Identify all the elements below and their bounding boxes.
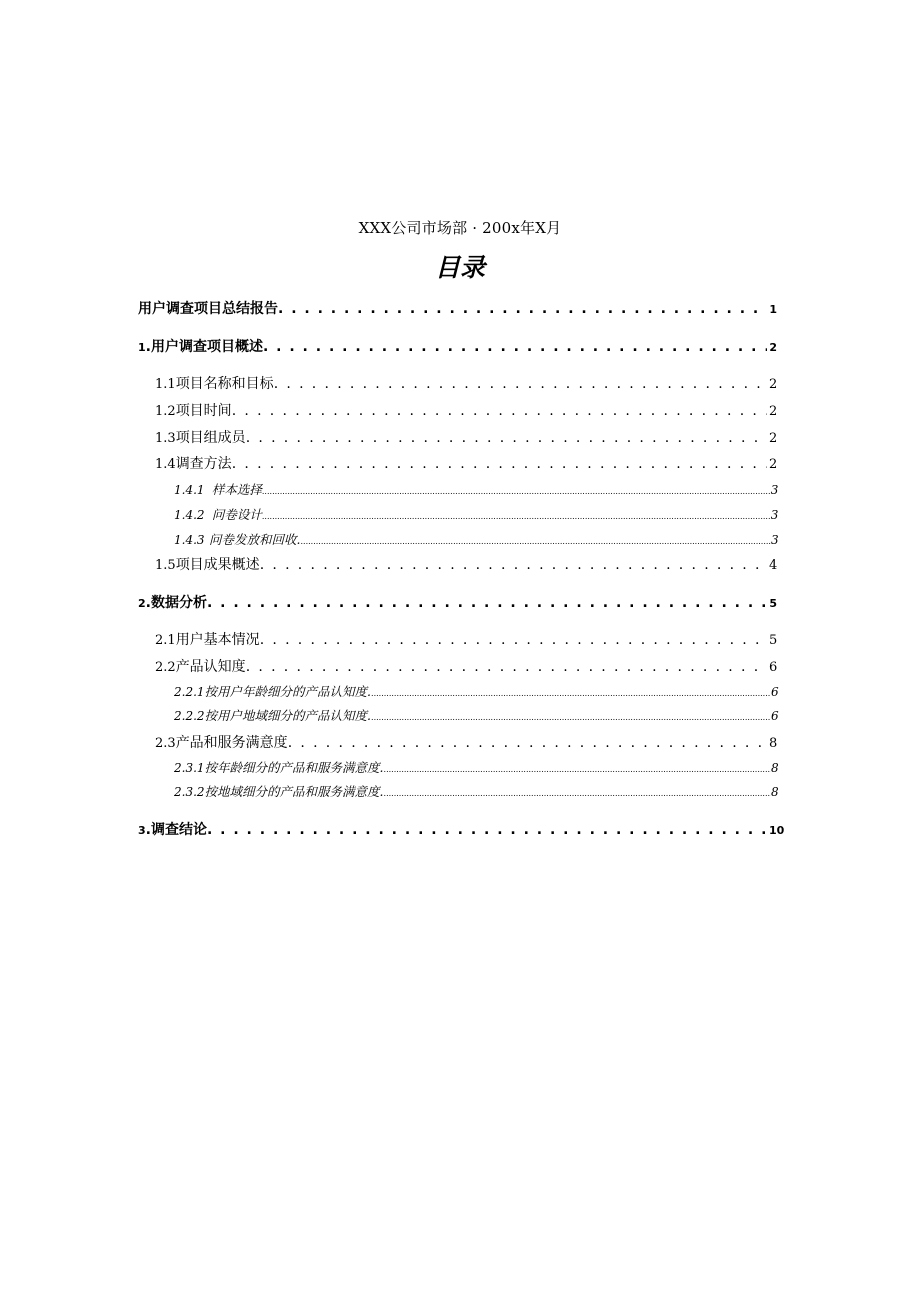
toc-page-number: 5 [769, 597, 777, 610]
toc-page-number: 4 [769, 558, 778, 573]
toc-entry-1-4[interactable] [155, 453, 777, 473]
toc-entry-3[interactable] [138, 819, 785, 839]
toc-leader [384, 784, 771, 799]
toc-entry-number: 1.4.2 [174, 508, 205, 522]
toc-entry-text: 项目成果概述 [175, 557, 260, 573]
toc-page-number: 2 [769, 457, 778, 472]
toc-title: 目录 [434, 253, 485, 282]
toc-entry-text: 项目组成员 [175, 430, 246, 446]
toc-entry-text: 用户调查项目总结报告 [138, 301, 278, 317]
toc-leader [207, 595, 767, 611]
toc-entry-1-4-3[interactable] [174, 530, 777, 548]
toc-entry-number: 1.4 [155, 457, 176, 472]
toc-entry-number: 1.4.3 [174, 533, 205, 547]
toc-entry-1-3[interactable] [155, 427, 777, 447]
toc-entry-text: 问卷设计 [211, 507, 262, 522]
toc-page-number: 2 [769, 341, 777, 354]
toc-leader [262, 482, 771, 497]
toc-page-number: 3 [771, 533, 779, 547]
toc-entry-number: 1.3 [155, 431, 176, 446]
toc-entry-1-2[interactable] [155, 400, 777, 420]
toc-leader [288, 735, 767, 751]
toc-leader [232, 456, 767, 472]
toc-leader [246, 430, 767, 446]
toc-page-number: 2 [769, 377, 778, 392]
toc-entry-number: 1.1 [155, 377, 176, 392]
toc-leader [246, 659, 767, 675]
toc-page-number: 1 [769, 303, 777, 316]
toc-entry-text: 项目时间 [175, 403, 232, 419]
toc-entry-number: 3 [138, 824, 146, 837]
toc-leader [262, 507, 771, 522]
toc-entry-text: 产品和服务满意度 [175, 735, 288, 751]
toc-entry-2-2-1[interactable] [174, 682, 777, 700]
toc-entry-1-4-2[interactable] [174, 505, 777, 523]
toc-entry-number: 2.3.1 [174, 761, 205, 775]
toc-entry-report[interactable] [138, 298, 777, 318]
toc-leader [274, 376, 767, 392]
toc-entry-number: 2.3 [155, 736, 176, 751]
toc-leader [263, 339, 767, 355]
toc-entry-text: 项目名称和目标 [175, 376, 274, 392]
toc-entry-number: 2.1 [155, 633, 176, 648]
toc-entry-number: 2.2.2 [174, 709, 205, 723]
toc-entry-2-3[interactable] [155, 732, 777, 752]
toc-entry-2-3-2[interactable] [174, 782, 777, 800]
toc-entry-number: 2.3.2 [174, 785, 205, 799]
toc-leader [260, 557, 767, 573]
toc-entry-number: 1.5 [155, 558, 176, 573]
toc-page-number: 6 [771, 709, 779, 723]
toc-leader [384, 760, 771, 775]
toc-page-number: 5 [769, 633, 778, 648]
toc-entry-1-5[interactable] [155, 554, 777, 574]
toc-entry-1[interactable] [138, 336, 777, 356]
toc-page-number: 2 [769, 404, 778, 419]
toc-page-number: 8 [769, 736, 778, 751]
toc-entry-text: 产品认知度 [175, 659, 246, 675]
toc-entry-text: 按地域细分的产品和服务满意度. [204, 784, 384, 799]
toc-entry-number: 2.2 [155, 660, 176, 675]
toc-page-number: 2 [769, 431, 778, 446]
toc-entry-number: 2.2.1 [174, 685, 205, 699]
toc-entry-text: 按用户年龄细分的产品认知度. [204, 684, 372, 699]
toc-page-number: 8 [771, 785, 779, 799]
toc-entry-number: 1.2 [155, 404, 176, 419]
toc-leader [260, 632, 767, 648]
toc-entry-number: 2 [138, 597, 146, 610]
toc-leader [301, 532, 772, 547]
toc-leader [371, 708, 771, 723]
toc-entry-text: .调查结论 [145, 822, 207, 838]
toc-entry-2-2-2[interactable] [174, 706, 777, 724]
toc-leader [207, 822, 767, 838]
toc-leader [371, 684, 771, 699]
toc-entry-2-1[interactable] [155, 629, 777, 649]
toc-entry-number: 1.4.1 [174, 483, 205, 497]
toc-entry-number: 1 [138, 341, 146, 354]
toc-page-number: 8 [771, 761, 779, 775]
toc-entry-1-1[interactable] [155, 373, 777, 393]
toc-entry-text: 用户基本情况 [175, 632, 260, 648]
toc-page-number: 3 [770, 508, 779, 522]
toc-entry-text: 问卷发放和回收. [209, 532, 301, 547]
toc-entry-2[interactable] [138, 592, 777, 612]
toc-page-number: 6 [769, 660, 778, 675]
toc-entry-text: .数据分析 [145, 595, 207, 611]
toc-entry-text: 样本选择 [211, 482, 262, 497]
toc-entry-1-4-1[interactable] [174, 480, 777, 498]
toc-leader [232, 403, 767, 419]
toc-page-number: 6 [771, 685, 779, 699]
toc-entry-2-2[interactable] [155, 656, 777, 676]
toc-entry-text: 调查方法 [175, 456, 232, 472]
document-header: XXX公司市场部 · 200x年X月 [358, 219, 562, 237]
toc-entry-text: .用户调查项目概述 [145, 339, 263, 355]
toc-entry-text: 按年龄细分的产品和服务满意度. [204, 760, 384, 775]
toc-leader [278, 301, 767, 317]
toc-page-number: 10 [769, 824, 785, 837]
toc-entry-2-3-1[interactable] [174, 758, 777, 776]
toc-page-number: 3 [770, 483, 779, 497]
toc-entry-text: 按用户地域细分的产品认知度. [204, 708, 372, 723]
